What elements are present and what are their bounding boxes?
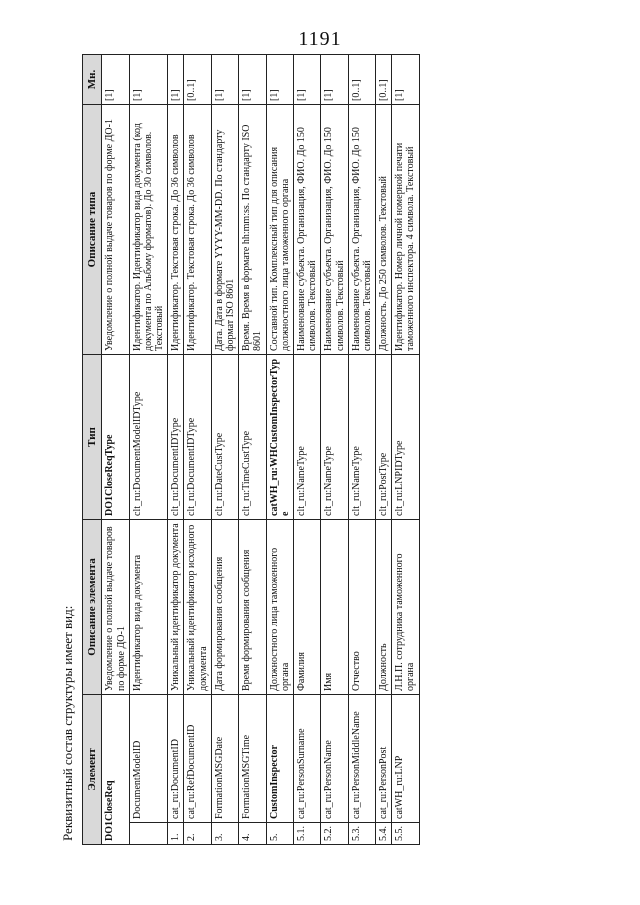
cell-type-description: Должность. До 250 символов. Текстовый: [376, 105, 392, 355]
cell-multiplicity: [0..1]: [376, 55, 392, 105]
cell-element: cat_ru:DocumentID: [168, 695, 184, 823]
cell-type-description: Идентификатор. Идентификатор вида документа (код документа по Альбому форматов). До 30 символов. Текстовый: [129, 105, 168, 355]
cell-number: 5.4.: [376, 823, 392, 845]
cell-multiplicity: [1]: [321, 55, 348, 105]
table-row: [266, 55, 293, 845]
cell-element-description: Уведомление о полной выдаче товаров по форме ДО-1: [102, 520, 129, 695]
cell-type-description: Уведомление о полной выдаче товаров по форме ДО-1: [102, 105, 129, 355]
rotated-content: [60, 35, 580, 845]
cell-number: 2.: [184, 823, 211, 845]
table-row: [293, 55, 320, 845]
cell-element: cat_ru:PersonSurname: [293, 695, 320, 823]
table-row: [392, 55, 419, 845]
cell-number: 1.: [168, 823, 184, 845]
cell-number: [129, 823, 168, 845]
cell-type-description: Составной тип. Комплексный тип для описания должностного лица таможенного органа: [266, 105, 293, 355]
cell-element: CustomInspector: [266, 695, 293, 823]
header-element: Элемент: [83, 695, 102, 845]
cell-multiplicity: [1]: [266, 55, 293, 105]
cell-element: cat_ru:RefDocumentID: [184, 695, 211, 823]
cell-type: clt_ru:DocumentIDType: [168, 355, 184, 520]
cell-number: 3.: [211, 823, 238, 845]
cell-element-description: Дата формирования сообщения: [211, 520, 238, 695]
cell-type-description: Время. Время в формате hh:mm:ss. По стандарту ISO 8601: [239, 105, 266, 355]
cell-type-description: Идентификатор. Текстовая строка. До 36 символов: [184, 105, 211, 355]
cell-type: clt_ru:LNPIDType: [392, 355, 419, 520]
cell-element-description: Должность: [376, 520, 392, 695]
table-row: [376, 55, 392, 845]
table-row-root: [102, 55, 129, 845]
cell-element-description: Должностного лица таможенного органа: [266, 520, 293, 695]
table-row: [239, 55, 266, 845]
cell-type: catWH_ru:WHCustomInspectorType: [266, 355, 293, 520]
cell-element-description: Уникальный идентификатор документа: [168, 520, 184, 695]
cell-type: clt_ru:TimeCustType: [239, 355, 266, 520]
table-header-row: [83, 55, 102, 845]
cell-element: DocumentModelID: [129, 695, 168, 823]
cell-type-description: Наименование субъекта. Организация, ФИО. До 150 символов. Текстовый: [321, 105, 348, 355]
table-row: [348, 55, 375, 845]
cell-number: 5.1.: [293, 823, 320, 845]
cell-element-description: Имя: [321, 520, 348, 695]
cell-number: 5.: [266, 823, 293, 845]
cell-number: 5.2.: [321, 823, 348, 845]
intro-text: Реквизитный состав структуры имеет вид:: [60, 605, 75, 841]
cell-element-description: Идентификатор вида документа: [129, 520, 168, 695]
cell-number: 5.3.: [348, 823, 375, 845]
cell-element: FormationMSGDate: [211, 695, 238, 823]
cell-type: clt_ru:NameType: [321, 355, 348, 520]
header-multiplicity: Мн.: [83, 55, 102, 105]
cell-element: catWH_ru:LNP: [392, 695, 419, 823]
cell-type-description: Наименование субъекта. Организация, ФИО. До 150 символов. Текстовый: [348, 105, 375, 355]
cell-type: clt_ru:NameType: [293, 355, 320, 520]
cell-element: FormationMSGTime: [239, 695, 266, 823]
cell-type: clt_ru:DocumentIDType: [184, 355, 211, 520]
cell-element-description: Время формирования сообщения: [239, 520, 266, 695]
table-row: [129, 55, 168, 845]
cell-element: DO1CloseReq: [102, 695, 129, 845]
cell-element-description: Фамилия: [293, 520, 320, 695]
cell-type-description: Идентификатор. Номер личной номерной печати таможенного инспектора. 4 символа. Текстовый: [392, 105, 419, 355]
table-row: [211, 55, 238, 845]
table-row: [184, 55, 211, 845]
structure-table: [82, 54, 420, 845]
cell-multiplicity: [1]: [392, 55, 419, 105]
cell-element-description: Уникальный идентификатор исходного документа: [184, 520, 211, 695]
cell-multiplicity: [1]: [211, 55, 238, 105]
cell-type-description: Наименование субъекта. Организация, ФИО. До 150 символов. Текстовый: [293, 105, 320, 355]
cell-number: 5.5.: [392, 823, 419, 845]
table-row: [321, 55, 348, 845]
cell-type: clt_ru:NameType: [348, 355, 375, 520]
cell-type-description: Идентификатор. Текстовая строка. До 36 символов: [168, 105, 184, 355]
cell-type: DO1CloseReqType: [102, 355, 129, 520]
cell-multiplicity: [1]: [102, 55, 129, 105]
cell-element-description: Отчество: [348, 520, 375, 695]
cell-type: clt_ru:DateCustType: [211, 355, 238, 520]
cell-number: 4.: [239, 823, 266, 845]
header-element-description: Описание элемента: [83, 520, 102, 695]
cell-element: cat_ru:PersonPost: [376, 695, 392, 823]
page-number: 1191: [298, 28, 342, 50]
cell-multiplicity: [1]: [129, 55, 168, 105]
cell-multiplicity: [0..1]: [184, 55, 211, 105]
cell-type: clt_ru:PostType: [376, 355, 392, 520]
cell-element: cat_ru:PersonMiddleName: [348, 695, 375, 823]
cell-multiplicity: [1]: [239, 55, 266, 105]
header-type-description: Описание типа: [83, 105, 102, 355]
cell-element: cat_ru:PersonName: [321, 695, 348, 823]
cell-multiplicity: [1]: [293, 55, 320, 105]
header-type: Тип: [83, 355, 102, 520]
cell-multiplicity: [1]: [168, 55, 184, 105]
table-row: [168, 55, 184, 845]
cell-element-description: Л.Н.П. сотрудника таможенного органа: [392, 520, 419, 695]
cell-type-description: Дата. Дата в формате YYYY-MM-DD. По стандарту формат ISO 8601: [211, 105, 238, 355]
cell-type: clt_ru:DocumentModelIDType: [129, 355, 168, 520]
cell-multiplicity: [0..1]: [348, 55, 375, 105]
